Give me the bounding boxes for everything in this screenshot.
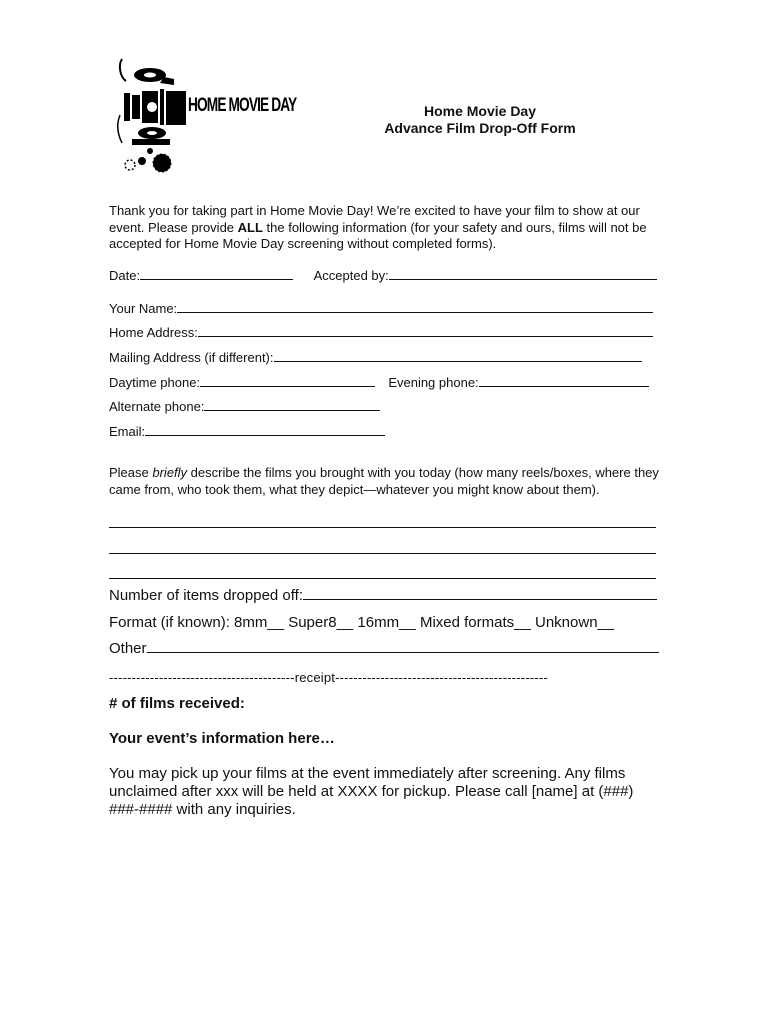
- items-count-label: Number of items dropped off:: [109, 587, 303, 604]
- email-field[interactable]: [145, 424, 385, 436]
- intro-bold: ALL: [237, 219, 263, 235]
- mailing-address-field[interactable]: [274, 350, 642, 362]
- items-count-field[interactable]: [303, 587, 657, 600]
- title-line-2: Advance Film Drop-Off Form: [384, 120, 576, 136]
- desc-text-2: describe the films you brought with you today (how many reels/boxes, where they came from, who took them, what they depict—whatever you might know about them).: [109, 465, 659, 497]
- home-movie-day-logo: [112, 55, 297, 180]
- film-camera-icon: [112, 55, 292, 180]
- description-instructions: [109, 465, 669, 498]
- items-count-row: [109, 587, 657, 604]
- home-address-field[interactable]: [198, 325, 653, 337]
- description-line-3[interactable]: [109, 578, 656, 579]
- home-address-row: [109, 325, 653, 340]
- alternate-phone-field[interactable]: [204, 399, 380, 411]
- evening-phone-label: Evening phone:: [388, 375, 479, 390]
- alternate-phone-label: Alternate phone:: [109, 399, 205, 414]
- other-field[interactable]: [147, 640, 659, 653]
- date-label: Date:: [109, 268, 141, 283]
- phone-row: [109, 375, 649, 390]
- pickup-instructions: You may pick up your films at the event immediately after screening. Any films unclaimed after xxx will be held at XXXX for pickup. Please call [name] at (###) ###-#### with any inquiries.: [109, 765, 634, 818]
- email-label: Email:: [109, 424, 146, 439]
- alternate-phone-row: [109, 399, 380, 414]
- intro-text-2: the following information (for your safety and ours, films will not be accepted for Home Movie Day screening without completed forms).: [109, 219, 647, 251]
- email-row: [109, 424, 385, 439]
- other-row: [109, 640, 659, 657]
- receipt-divider: -----------------------------------------receipt-----------------------------------------------: [109, 670, 548, 685]
- name-label: Your Name:: [109, 301, 178, 316]
- accepted-by-label: Accepted by:: [313, 268, 389, 283]
- name-field[interactable]: [177, 301, 653, 313]
- intro-text-1: Thank you for taking part in Home Movie Day! We’re excited to have your film to show at our event. Please provide: [109, 203, 640, 235]
- mailing-address-row: [109, 350, 642, 365]
- mailing-address-label: Mailing Address (if different):: [109, 350, 274, 365]
- description-line-2[interactable]: [109, 553, 656, 554]
- event-info-label: Your event’s information here…: [109, 730, 335, 747]
- evening-phone-field[interactable]: [479, 375, 649, 387]
- intro-paragraph: [109, 203, 664, 253]
- desc-text-1: Please: [109, 465, 153, 480]
- name-row: [109, 301, 653, 316]
- daytime-phone-field[interactable]: [200, 375, 375, 387]
- other-label: Other: [109, 640, 147, 657]
- logo-text: HOME MOVIE DAY: [188, 95, 297, 116]
- description-line-1[interactable]: [109, 527, 656, 528]
- home-address-label: Home Address:: [109, 325, 198, 340]
- desc-italic: briefly: [152, 465, 188, 480]
- daytime-phone-label: Daytime phone:: [109, 375, 201, 390]
- form-title: [330, 103, 630, 137]
- format-row[interactable]: Format (if known): 8mm__ Super8__ 16mm__ Mixed formats__ Unknown__: [109, 614, 615, 631]
- date-field[interactable]: [140, 268, 293, 280]
- films-received-label: # of films received:: [109, 695, 245, 712]
- title-line-1: Home Movie Day: [423, 103, 537, 119]
- date-row: [109, 268, 657, 283]
- accepted-by-field[interactable]: [389, 268, 657, 280]
